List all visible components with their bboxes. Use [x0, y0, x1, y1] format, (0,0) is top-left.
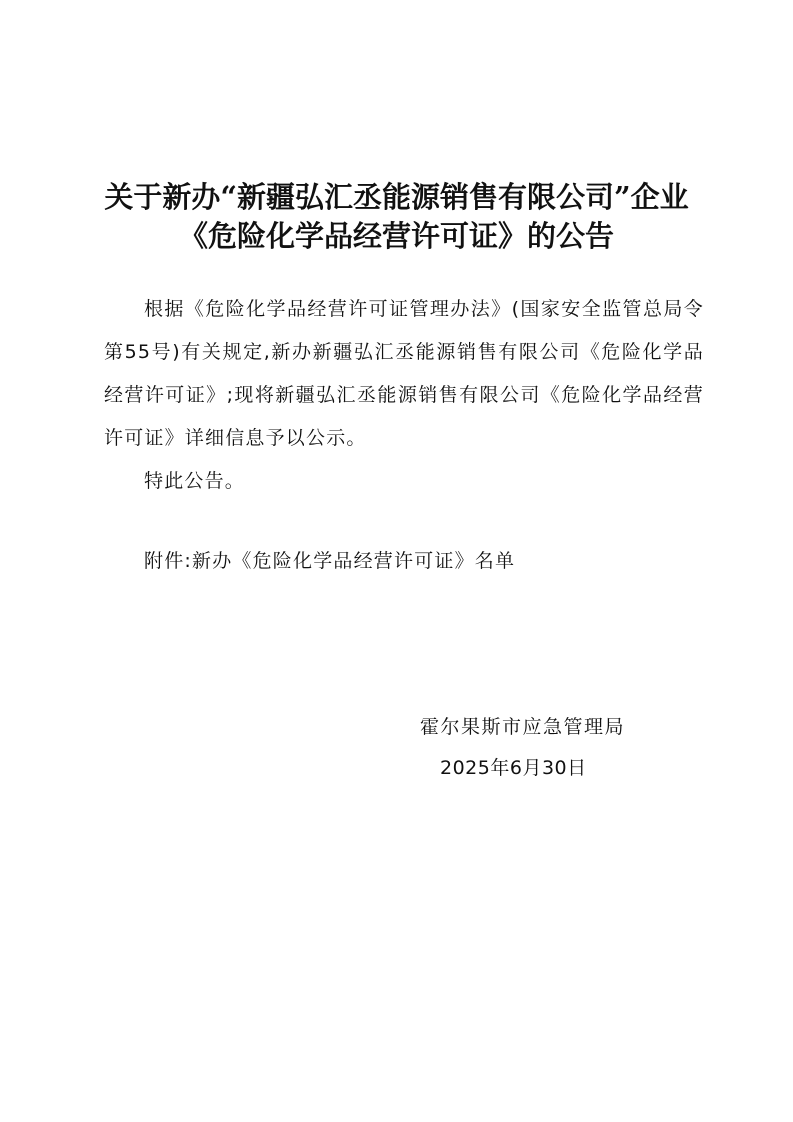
attachment-note: 附件:新办《危险化学品经营许可证》名单 [144, 550, 516, 572]
body-paragraph-1: 根据《危险化学品经营许可证管理办法》(国家安全监管总局令第55号)有关规定,新办新疆弘汇丞能源销售有限公司《危险化学品经营许可证》;现将新疆弘汇丞能源销售有限公司《危险化学品经营许可证》详细信息予以公示。 [104, 298, 704, 449]
body-paragraph-2: 特此公告。 [144, 470, 246, 492]
issue-date: 2025年6月30日 [440, 757, 587, 779]
document-title-line-1: 关于新办“新疆弘汇丞能源销售有限公司”企业 [104, 180, 689, 214]
issuer-name: 霍尔果斯市应急管理局 [420, 716, 626, 738]
document-title-line-2: 《危险化学品经营许可证》的公告 [178, 219, 614, 253]
